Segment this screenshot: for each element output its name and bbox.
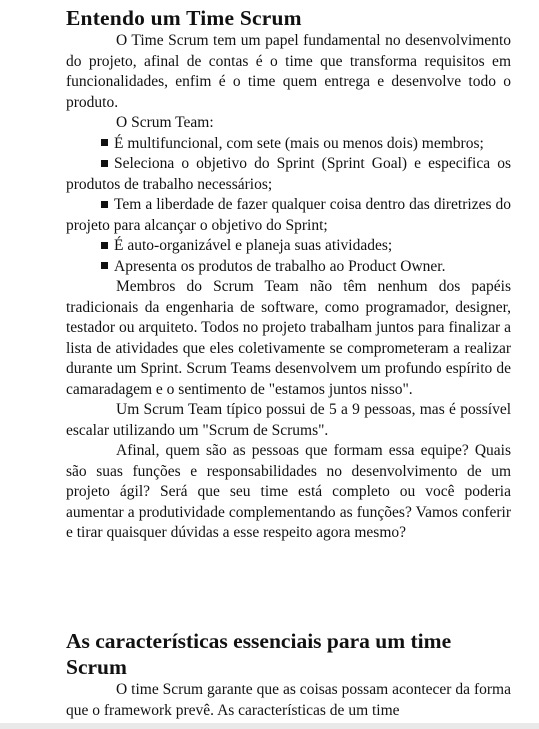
section-heading-characteristics-line2: Scrum (66, 655, 127, 679)
paragraph-questions: Afinal, quem são as pessoas que formam essa equipe? Quais são suas funções e responsabilidades no desenvolvimento de um projeto ágil? Será que seu time está completo ou você poderia aumentar a produtividade complementando as funções? Vamos conferir e tirar quaisquer dúvidas a esse respeito agora mesmo? (66, 442, 511, 541)
bullet-item (66, 134, 511, 155)
paragraph-members: Membros do Scrum Team não têm nenhum dos papéis tradicionais da engenharia de software, como programador, designer, testador ou arquiteto. Todos no projeto trabalham juntos para finalizar a lista de atividades que eles coletivamente se comprometeram a realizar durante um Sprint. Scrum Teams desenvolvem um profundo espírito de camaradagem e o sentimento de "estamos juntos nisso". (66, 278, 511, 398)
paragraph-characteristics-intro: O time Scrum garante que as coisas possam acontecer da forma que o framework prevê. As características de um time (66, 681, 511, 719)
bullet-square-icon (101, 139, 108, 146)
bullet-text: É auto-organizável e planeja suas atividades; (114, 237, 393, 254)
bullet-square-icon (101, 201, 108, 208)
section-heading-team: Entendo um Time Scrum (66, 6, 302, 30)
paragraph-team-size: Um Scrum Team típico possui de 5 a 9 pessoas, mas é possível escalar utilizando um "Scrum de Scrums". (66, 401, 511, 439)
bullet-text: Seleciona o objetivo do Sprint (Sprint Goal) e especifica os produtos de trabalho necessários; (66, 155, 511, 193)
bullet-square-icon (101, 160, 108, 167)
paragraph-intro: O Time Scrum tem um papel fundamental no desenvolvimento do projeto, afinal de contas é o time que transforma requisitos em funcionalidades, enfim é o time quem entrega e desenvolve todo o produto. (66, 32, 511, 111)
bullet-square-icon (101, 242, 108, 249)
section-heading-characteristics-line1: As características essenciais para um time (66, 629, 452, 653)
bullet-text: É multifuncional, com sete (mais ou menos dois) membros; (114, 134, 484, 152)
team-label: O Scrum Team: (116, 114, 214, 131)
page-bottom-edge (0, 723, 539, 729)
bullet-text: Tem a liberdade de fazer qualquer coisa dentro das diretrizes do projeto para alcançar o objetivo do Sprint; (66, 196, 511, 234)
bullet-square-icon (101, 262, 108, 269)
bullet-item (66, 195, 511, 236)
section-body-team (66, 31, 511, 544)
bullet-text: Apresenta os produtos de trabalho ao Product Owner. (114, 257, 446, 275)
bullet-item (66, 257, 511, 278)
bullet-item (66, 236, 511, 257)
section-body-characteristics (66, 680, 511, 721)
bullet-item (66, 154, 511, 195)
